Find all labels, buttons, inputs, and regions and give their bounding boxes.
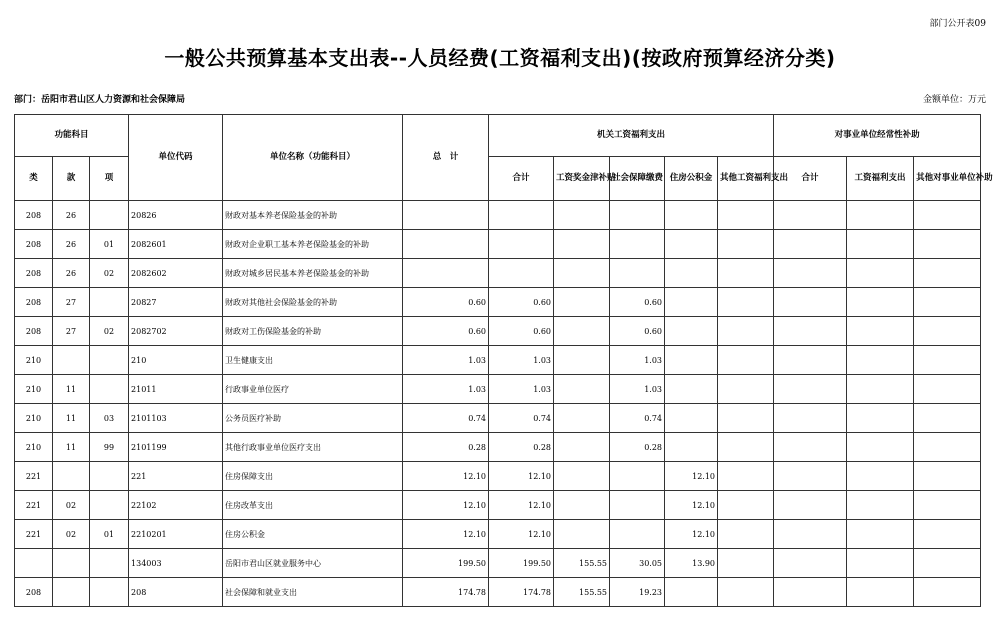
cell-org-other <box>718 375 774 404</box>
cell-pub-welfare <box>847 578 914 607</box>
public-subsidy-group-header: 对事业单位经常性补助 <box>774 115 981 157</box>
cell-pub-sub <box>774 491 847 520</box>
cell-org-housing <box>665 346 718 375</box>
cell-total: 12.10 <box>403 520 489 549</box>
cell-xiang: 02 <box>90 259 129 288</box>
cell-total: 0.28 <box>403 433 489 462</box>
cell-org-social: 0.60 <box>610 317 665 346</box>
table-row <box>15 462 981 491</box>
unit-code-header: 单位代码 <box>129 115 223 201</box>
cell-org-other <box>718 288 774 317</box>
org-subtotal-header: 合计 <box>489 157 554 201</box>
cell-pub-other <box>914 549 981 578</box>
cell-org-social <box>610 520 665 549</box>
table-row <box>15 346 981 375</box>
cell-lei: 221 <box>15 520 53 549</box>
org-social-header: 社会保障缴费 <box>610 157 665 201</box>
cell-name: 卫生健康支出 <box>223 346 403 375</box>
cell-org-sub: 199.50 <box>489 549 554 578</box>
cell-total: 174.78 <box>403 578 489 607</box>
cell-name: 住房保障支出 <box>223 462 403 491</box>
cell-pub-sub <box>774 346 847 375</box>
cell-lei: 221 <box>15 462 53 491</box>
cell-pub-welfare <box>847 259 914 288</box>
cell-pub-other <box>914 288 981 317</box>
cell-lei: 208 <box>15 259 53 288</box>
cell-kuan: 02 <box>53 491 90 520</box>
cell-code: 210 <box>129 346 223 375</box>
org-housing-header: 住房公积金 <box>665 157 718 201</box>
cell-kuan: 27 <box>53 288 90 317</box>
table-row <box>15 288 981 317</box>
cell-name: 住房改革支出 <box>223 491 403 520</box>
kuan-header: 款 <box>53 157 90 201</box>
cell-xiang <box>90 549 129 578</box>
cell-pub-sub <box>774 433 847 462</box>
cell-org-salary <box>554 375 610 404</box>
cell-code: 20827 <box>129 288 223 317</box>
cell-org-salary <box>554 462 610 491</box>
cell-total <box>403 259 489 288</box>
cell-org-other <box>718 491 774 520</box>
cell-total: 0.60 <box>403 288 489 317</box>
cell-name: 行政事业单位医疗 <box>223 375 403 404</box>
cell-pub-other <box>914 230 981 259</box>
cell-kuan: 26 <box>53 201 90 230</box>
cell-pub-sub <box>774 259 847 288</box>
cell-total: 12.10 <box>403 462 489 491</box>
cell-org-salary <box>554 288 610 317</box>
cell-org-sub <box>489 201 554 230</box>
cell-org-other <box>718 317 774 346</box>
cell-name: 公务员医疗补助 <box>223 404 403 433</box>
cell-xiang: 02 <box>90 317 129 346</box>
budget-table <box>14 114 993 607</box>
cell-kuan <box>53 462 90 491</box>
cell-org-sub: 12.10 <box>489 462 554 491</box>
cell-total: 0.60 <box>403 317 489 346</box>
cell-code: 22102 <box>129 491 223 520</box>
cell-lei: 208 <box>15 230 53 259</box>
cell-pub-welfare <box>847 230 914 259</box>
org-salary-header: 工资奖金津补贴 <box>554 157 610 201</box>
cell-org-housing <box>665 578 718 607</box>
cell-org-social <box>610 491 665 520</box>
cell-kuan: 02 <box>53 520 90 549</box>
cell-lei: 210 <box>15 346 53 375</box>
xiang-header: 项 <box>90 157 129 201</box>
cell-org-salary <box>554 259 610 288</box>
cell-org-sub <box>489 259 554 288</box>
cell-name: 住房公积金 <box>223 520 403 549</box>
cell-org-sub: 1.03 <box>489 346 554 375</box>
cell-lei: 221 <box>15 491 53 520</box>
cell-xiang: 03 <box>90 404 129 433</box>
cell-org-housing <box>665 259 718 288</box>
cell-total: 1.03 <box>403 346 489 375</box>
cell-name: 社会保障和就业支出 <box>223 578 403 607</box>
cell-org-housing: 12.10 <box>665 462 718 491</box>
cell-org-other <box>718 549 774 578</box>
amount-unit-label: 金额单位：万元 <box>922 95 986 105</box>
cell-pub-sub <box>774 317 847 346</box>
cell-org-housing <box>665 317 718 346</box>
cell-org-social: 0.28 <box>610 433 665 462</box>
cell-xiang <box>90 288 129 317</box>
cell-total: 12.10 <box>403 491 489 520</box>
cell-name: 岳阳市君山区就业服务中心 <box>223 549 403 578</box>
cell-total: 0.74 <box>403 404 489 433</box>
cell-pub-other <box>914 317 981 346</box>
cell-code: 20826 <box>129 201 223 230</box>
cell-pub-sub <box>774 230 847 259</box>
cell-pub-sub <box>774 375 847 404</box>
cell-pub-other <box>914 375 981 404</box>
cell-total <box>403 230 489 259</box>
cell-pub-sub <box>774 288 847 317</box>
cell-pub-other <box>914 433 981 462</box>
cell-xiang: 01 <box>90 230 129 259</box>
cell-org-salary: 155.55 <box>554 549 610 578</box>
table-row <box>15 578 981 607</box>
cell-name: 财政对城乡居民基本养老保险基金的补助 <box>223 259 403 288</box>
cell-org-salary: 155.55 <box>554 578 610 607</box>
cell-org-other <box>718 259 774 288</box>
cell-org-housing: 13.90 <box>665 549 718 578</box>
cell-xiang <box>90 578 129 607</box>
cell-total: 199.50 <box>403 549 489 578</box>
cell-kuan: 26 <box>53 230 90 259</box>
cell-code: 2082601 <box>129 230 223 259</box>
cell-lei: 210 <box>15 433 53 462</box>
pub-welfare-header: 工资福利支出 <box>847 157 914 201</box>
cell-code: 2210201 <box>129 520 223 549</box>
cell-code: 134003 <box>129 549 223 578</box>
total-header: 总 计 <box>403 115 489 201</box>
table-row <box>15 491 981 520</box>
cell-pub-sub <box>774 549 847 578</box>
cell-xiang: 01 <box>90 520 129 549</box>
cell-pub-welfare <box>847 404 914 433</box>
cell-pub-sub <box>774 578 847 607</box>
cell-kuan: 11 <box>53 404 90 433</box>
cell-org-social: 0.60 <box>610 288 665 317</box>
table-row <box>15 549 981 578</box>
cell-xiang <box>90 201 129 230</box>
cell-total <box>403 201 489 230</box>
cell-org-other <box>718 433 774 462</box>
cell-pub-welfare <box>847 433 914 462</box>
cell-org-social <box>610 230 665 259</box>
cell-pub-other <box>914 404 981 433</box>
cell-pub-welfare <box>847 549 914 578</box>
cell-org-sub: 174.78 <box>489 578 554 607</box>
cell-kuan <box>53 346 90 375</box>
cell-org-sub: 0.74 <box>489 404 554 433</box>
cell-org-social <box>610 201 665 230</box>
cell-xiang: 99 <box>90 433 129 462</box>
cell-org-social: 1.03 <box>610 346 665 375</box>
table-row <box>15 520 981 549</box>
cell-org-other <box>718 520 774 549</box>
cell-pub-other <box>914 491 981 520</box>
cell-pub-other <box>914 346 981 375</box>
cell-org-housing <box>665 230 718 259</box>
cell-pub-other <box>914 462 981 491</box>
form-number: 部门公开表09 <box>929 19 986 29</box>
cell-code: 221 <box>129 462 223 491</box>
cell-org-housing <box>665 288 718 317</box>
pub-other-header: 其他对事业单位补助 <box>914 157 981 201</box>
cell-org-salary <box>554 230 610 259</box>
department-label: 部门：岳阳市君山区人力资源和社会保障局 <box>14 95 186 105</box>
cell-org-other <box>718 404 774 433</box>
cell-name: 财政对企业职工基本养老保险基金的补助 <box>223 230 403 259</box>
cell-org-sub: 1.03 <box>489 375 554 404</box>
pub-subtotal-header: 合计 <box>774 157 847 201</box>
unit-name-header: 单位名称（功能科目） <box>223 115 403 201</box>
table-row <box>15 404 981 433</box>
cell-org-social <box>610 259 665 288</box>
cell-org-social: 0.74 <box>610 404 665 433</box>
org-other-header: 其他工资福利支出 <box>718 157 774 201</box>
cell-pub-sub <box>774 462 847 491</box>
cell-code: 2082602 <box>129 259 223 288</box>
cell-kuan <box>53 578 90 607</box>
cell-name: 其他行政事业单位医疗支出 <box>223 433 403 462</box>
cell-org-housing <box>665 375 718 404</box>
cell-org-social: 30.05 <box>610 549 665 578</box>
func-subject-header: 功能科目 <box>15 115 129 157</box>
cell-org-salary <box>554 317 610 346</box>
cell-org-sub: 0.28 <box>489 433 554 462</box>
cell-pub-sub <box>774 404 847 433</box>
cell-org-sub <box>489 230 554 259</box>
cell-pub-other <box>914 578 981 607</box>
cell-org-sub: 0.60 <box>489 288 554 317</box>
cell-lei: 208 <box>15 201 53 230</box>
cell-name: 财政对其他社会保险基金的补助 <box>223 288 403 317</box>
cell-kuan: 26 <box>53 259 90 288</box>
cell-code: 208 <box>129 578 223 607</box>
cell-kuan: 11 <box>53 433 90 462</box>
page-title: 一般公共预算基本支出表--人员经费(工资福利支出)(按政府预算经济分类) <box>164 46 836 70</box>
cell-org-social <box>610 462 665 491</box>
cell-org-salary <box>554 404 610 433</box>
cell-name: 财政对基本养老保险基金的补助 <box>223 201 403 230</box>
cell-code: 2101199 <box>129 433 223 462</box>
cell-pub-sub <box>774 520 847 549</box>
cell-code: 2101103 <box>129 404 223 433</box>
cell-org-other <box>718 230 774 259</box>
cell-pub-other <box>914 259 981 288</box>
cell-org-other <box>718 346 774 375</box>
cell-org-housing <box>665 201 718 230</box>
cell-pub-other <box>914 201 981 230</box>
cell-xiang <box>90 346 129 375</box>
cell-org-housing: 12.10 <box>665 520 718 549</box>
cell-xiang <box>90 375 129 404</box>
cell-code: 2082702 <box>129 317 223 346</box>
cell-lei: 208 <box>15 288 53 317</box>
cell-pub-welfare <box>847 462 914 491</box>
table-row <box>15 433 981 462</box>
cell-pub-welfare <box>847 375 914 404</box>
cell-org-sub: 12.10 <box>489 520 554 549</box>
cell-org-salary <box>554 433 610 462</box>
table-row <box>15 317 981 346</box>
lei-header: 类 <box>15 157 53 201</box>
cell-pub-welfare <box>847 346 914 375</box>
cell-org-housing: 12.10 <box>665 491 718 520</box>
cell-pub-welfare <box>847 491 914 520</box>
cell-org-other <box>718 578 774 607</box>
cell-org-housing <box>665 433 718 462</box>
cell-org-other <box>718 462 774 491</box>
cell-pub-welfare <box>847 520 914 549</box>
cell-kuan <box>53 549 90 578</box>
cell-org-social: 19.23 <box>610 578 665 607</box>
cell-lei: 208 <box>15 578 53 607</box>
cell-xiang <box>90 491 129 520</box>
cell-org-other <box>718 201 774 230</box>
cell-pub-welfare <box>847 317 914 346</box>
cell-org-social: 1.03 <box>610 375 665 404</box>
cell-pub-welfare <box>847 201 914 230</box>
cell-org-salary <box>554 491 610 520</box>
table-row <box>15 201 981 230</box>
table-row <box>15 230 981 259</box>
cell-kuan: 27 <box>53 317 90 346</box>
cell-pub-other <box>914 520 981 549</box>
cell-lei: 210 <box>15 404 53 433</box>
cell-org-housing <box>665 404 718 433</box>
cell-lei <box>15 549 53 578</box>
cell-org-sub: 0.60 <box>489 317 554 346</box>
cell-pub-sub <box>774 201 847 230</box>
cell-pub-welfare <box>847 288 914 317</box>
cell-xiang <box>90 462 129 491</box>
cell-org-sub: 12.10 <box>489 491 554 520</box>
table-row <box>15 259 981 288</box>
cell-name: 财政对工伤保险基金的补助 <box>223 317 403 346</box>
cell-org-salary <box>554 346 610 375</box>
cell-total: 1.03 <box>403 375 489 404</box>
cell-lei: 210 <box>15 375 53 404</box>
cell-kuan: 11 <box>53 375 90 404</box>
cell-org-salary <box>554 520 610 549</box>
table-row <box>15 375 981 404</box>
cell-org-salary <box>554 201 610 230</box>
cell-lei: 208 <box>15 317 53 346</box>
cell-code: 21011 <box>129 375 223 404</box>
org-welfare-group-header: 机关工资福利支出 <box>489 115 774 157</box>
